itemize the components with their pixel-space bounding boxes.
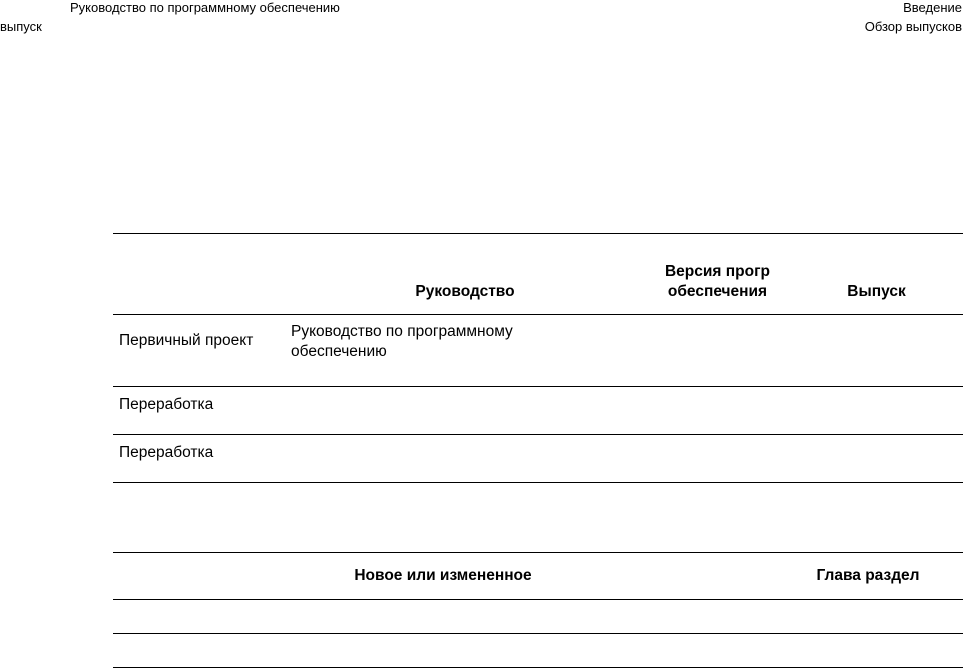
- changes-cell-new-or-changed: [113, 600, 773, 634]
- header-section: Введение: [903, 0, 962, 15]
- header-edition: выпуск: [0, 19, 42, 34]
- revision-cell-manual-line2: обеспечению: [291, 343, 387, 360]
- changes-cell-new-or-changed: [113, 634, 773, 668]
- table-row: [113, 435, 963, 483]
- revision-header-version-line2: обеспечения: [667, 283, 768, 300]
- changes-cell-chapter-section: [773, 600, 963, 634]
- table-row: [113, 315, 963, 387]
- revision-cell-version: [645, 315, 790, 387]
- revision-cell-state: Переработка: [113, 387, 285, 435]
- revision-cell-release: [790, 315, 963, 387]
- revision-cell-version: [645, 435, 790, 483]
- header-subsection: Обзор выпусков: [864, 19, 962, 34]
- revision-cell-state: Переработка: [113, 435, 285, 483]
- revision-cell-manual-line1: Руководство по программному: [291, 323, 513, 340]
- changes-header-row: [113, 553, 963, 600]
- changes-header-new-or-changed: Новое или измененное: [113, 553, 773, 600]
- revision-header-state: [113, 234, 285, 315]
- changes-header-chapter-section: Глава раздел: [773, 553, 963, 600]
- revision-cell-release: [790, 387, 963, 435]
- header-doc-title: Руководство по программному обеспечению: [70, 0, 340, 15]
- revision-header-version: [645, 234, 790, 315]
- revision-cell-state: Первичный проект: [113, 315, 285, 387]
- changes-cell-chapter-section: [773, 634, 963, 668]
- revision-cell-manual: [285, 435, 645, 483]
- table-row: [113, 634, 963, 668]
- table-row: [113, 600, 963, 634]
- revision-header-manual: Руководство: [285, 234, 645, 315]
- revision-cell-manual: [285, 387, 645, 435]
- revision-cell-release: [790, 435, 963, 483]
- revision-header-release: Выпуск: [790, 234, 963, 315]
- revision-header-row: [113, 234, 963, 315]
- revision-history-table: [113, 233, 963, 483]
- changes-table: [113, 552, 963, 668]
- revision-cell-manual: [285, 315, 645, 387]
- revision-header-version-line1: Версия прогр: [664, 263, 770, 280]
- table-row: [113, 387, 963, 435]
- revision-cell-version: [645, 387, 790, 435]
